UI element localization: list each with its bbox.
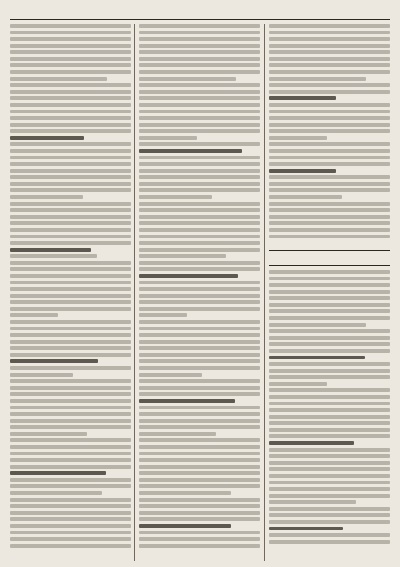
text-line [10, 320, 131, 324]
text-line [139, 241, 260, 245]
text-line [10, 221, 131, 225]
text-line [10, 359, 98, 363]
text-line [139, 215, 260, 219]
text-line [269, 142, 390, 146]
text-line [139, 392, 260, 396]
text-line [269, 362, 390, 366]
text-line [269, 527, 343, 531]
text-line [139, 517, 260, 521]
text-line [139, 70, 260, 74]
text-line [139, 471, 260, 475]
text-line [269, 481, 390, 485]
text-line [10, 70, 131, 74]
text-line [10, 498, 131, 502]
text-line [10, 340, 131, 344]
text-line [10, 327, 131, 331]
text-line [269, 323, 366, 327]
text-line [10, 478, 131, 482]
column-1 [10, 24, 131, 561]
text-line [10, 425, 131, 429]
text-line [269, 277, 390, 281]
column-3-layout-above [269, 24, 390, 238]
text-line [139, 281, 260, 285]
text-line [269, 70, 390, 74]
text-line [269, 169, 336, 173]
text-line [269, 461, 390, 465]
text-line [10, 215, 131, 219]
text-line [269, 540, 390, 544]
column-1-layout [10, 24, 131, 548]
text-line [139, 156, 260, 160]
text-line [139, 208, 260, 212]
text-line [269, 235, 390, 239]
text-line [269, 283, 390, 287]
text-line [10, 504, 131, 508]
text-line [269, 208, 390, 212]
column-divider [264, 24, 265, 561]
text-line [139, 313, 187, 317]
text-line [10, 254, 97, 258]
text-line [10, 267, 131, 271]
text-line [10, 202, 131, 206]
text-line [10, 537, 131, 541]
text-line [10, 31, 131, 35]
text-line [139, 63, 260, 67]
text-line [10, 300, 131, 304]
text-line [10, 241, 131, 245]
text-line [139, 340, 260, 344]
text-line [139, 57, 260, 61]
text-line [10, 471, 106, 475]
text-line [10, 156, 131, 160]
text-line [139, 412, 260, 416]
text-line [139, 202, 260, 206]
text-line [10, 63, 131, 67]
text-line [269, 500, 356, 504]
text-line [10, 307, 131, 311]
text-line [139, 452, 260, 456]
text-line [10, 406, 131, 410]
text-line [269, 156, 390, 160]
text-line [139, 77, 236, 81]
text-line [269, 533, 390, 537]
text-line [139, 386, 260, 390]
text-line [269, 175, 390, 179]
text-line [269, 96, 336, 100]
text-line [139, 169, 260, 173]
text-line [269, 123, 390, 127]
text-line [269, 103, 390, 107]
text-line [10, 175, 131, 179]
text-line [269, 342, 390, 346]
text-line [10, 129, 131, 133]
text-line [10, 274, 131, 278]
text-line [10, 123, 131, 127]
text-line [139, 175, 260, 179]
text-line [139, 162, 260, 166]
text-line [139, 149, 242, 153]
text-line [139, 50, 260, 54]
text-line [269, 182, 390, 186]
text-line [269, 336, 390, 340]
text-line [139, 478, 260, 482]
text-line [139, 353, 260, 357]
text-line [139, 458, 260, 462]
text-line [10, 162, 131, 166]
text-line [10, 386, 131, 390]
text-line [269, 50, 390, 54]
text-line [269, 309, 390, 313]
text-line [139, 188, 260, 192]
text-line [139, 24, 260, 28]
text-line [269, 316, 390, 320]
text-line [139, 307, 260, 311]
text-line [269, 388, 390, 392]
text-line [269, 228, 390, 232]
text-line [139, 366, 260, 370]
text-line [139, 373, 202, 377]
text-line [269, 270, 390, 274]
text-line [139, 379, 260, 383]
text-line [10, 50, 131, 54]
text-line [269, 421, 390, 425]
text-line [269, 448, 390, 452]
text-line [10, 77, 107, 81]
text-line [139, 537, 260, 541]
text-line [269, 149, 390, 153]
text-line [10, 452, 131, 456]
text-line [10, 208, 131, 212]
text-line [139, 195, 212, 199]
text-line [269, 77, 366, 81]
text-line [139, 235, 260, 239]
text-line [10, 458, 131, 462]
text-line [10, 90, 131, 94]
text-line [139, 294, 260, 298]
text-line [10, 491, 102, 495]
text-line [10, 432, 87, 436]
column-divider [134, 24, 135, 561]
text-line [269, 290, 390, 294]
text-line [10, 103, 131, 107]
text-line [10, 136, 84, 140]
text-line [139, 110, 260, 114]
text-line [139, 491, 231, 495]
text-line [269, 520, 390, 524]
text-line [139, 511, 260, 515]
text-line [269, 116, 390, 120]
text-line [139, 432, 216, 436]
text-line [10, 188, 131, 192]
text-line [10, 37, 131, 41]
text-line [10, 110, 131, 114]
text-line [10, 524, 131, 528]
header-rule [10, 19, 390, 20]
text-line [269, 467, 390, 471]
text-line [10, 83, 131, 87]
text-line [139, 129, 260, 133]
text-line [10, 235, 131, 239]
text-line [10, 353, 131, 357]
text-line [10, 531, 131, 535]
text-line [139, 524, 231, 528]
text-line [10, 261, 131, 265]
text-line [269, 356, 365, 360]
text-line [139, 399, 235, 403]
text-line [269, 507, 390, 511]
text-line [139, 267, 260, 271]
text-line [10, 484, 131, 488]
text-line [10, 248, 91, 252]
text-line [10, 228, 131, 232]
text-line [10, 544, 131, 548]
text-line [269, 474, 390, 478]
text-line [10, 511, 131, 515]
text-line [269, 24, 390, 28]
text-line [139, 254, 226, 258]
text-line [10, 412, 131, 416]
text-line [139, 465, 260, 469]
text-line [269, 402, 390, 406]
text-line [139, 228, 260, 232]
text-line [269, 329, 390, 333]
text-line [139, 90, 260, 94]
text-line [269, 434, 390, 438]
text-line [269, 37, 390, 41]
text-line [269, 408, 390, 412]
text-line [269, 428, 390, 432]
text-line [10, 169, 131, 173]
text-line [10, 44, 131, 48]
text-line [139, 136, 197, 140]
column-3-layout-below [269, 270, 390, 544]
text-line [10, 313, 58, 317]
text-line [269, 415, 390, 419]
text-line [139, 438, 260, 442]
text-line [10, 294, 131, 298]
text-line [139, 96, 260, 100]
text-line [139, 83, 260, 87]
text-line [269, 494, 390, 498]
text-line [139, 425, 260, 429]
text-line [269, 296, 390, 300]
text-line [269, 454, 390, 458]
text-line [139, 103, 260, 107]
text-line [139, 445, 260, 449]
text-line [269, 195, 342, 199]
text-line [269, 136, 327, 140]
text-line [269, 162, 390, 166]
text-line [10, 438, 131, 442]
text-line [139, 359, 260, 363]
text-line [10, 287, 131, 291]
text-line [269, 57, 390, 61]
text-line [139, 544, 260, 548]
text-line [269, 303, 390, 307]
text-line [10, 57, 131, 61]
text-line [269, 31, 390, 35]
text-line [269, 441, 354, 445]
text-line [10, 445, 131, 449]
text-line [139, 346, 260, 350]
text-line [10, 142, 131, 146]
text-line [269, 63, 390, 67]
text-line [139, 287, 260, 291]
section-heading-band [269, 250, 390, 544]
text-line [139, 123, 260, 127]
text-line [10, 195, 83, 199]
text-line [10, 333, 131, 337]
text-line [269, 202, 390, 206]
text-line [10, 96, 131, 100]
text-line [269, 513, 390, 517]
text-line [10, 182, 131, 186]
text-line [139, 484, 260, 488]
text-line [139, 333, 260, 337]
text-line [139, 248, 260, 252]
text-line [139, 44, 260, 48]
text-line [139, 261, 260, 265]
text-line [269, 188, 390, 192]
text-line [139, 531, 260, 535]
text-line [269, 382, 327, 386]
text-line [10, 379, 131, 383]
text-line [269, 215, 390, 219]
text-line [139, 116, 260, 120]
text-line [10, 419, 131, 423]
text-line [139, 37, 260, 41]
text-line [10, 149, 131, 153]
text-line [10, 24, 131, 28]
text-line [10, 116, 131, 120]
text-line [10, 465, 131, 469]
text-line [139, 300, 260, 304]
running-head [10, 5, 390, 17]
text-line [269, 369, 390, 373]
text-line [10, 517, 131, 521]
text-line [269, 221, 390, 225]
column-2 [139, 24, 260, 561]
text-line [10, 346, 131, 350]
text-line [10, 399, 131, 403]
text-line [10, 373, 73, 377]
text-line [269, 44, 390, 48]
text-line [139, 320, 260, 324]
text-line [269, 349, 390, 353]
text-line [10, 392, 131, 396]
text-line [139, 182, 260, 186]
text-line [139, 419, 260, 423]
text-line [269, 83, 390, 87]
column-2-layout [139, 24, 260, 548]
text-line [269, 129, 390, 133]
text-line [269, 90, 390, 94]
text-line [139, 327, 260, 331]
text-line [139, 498, 260, 502]
text-line [269, 375, 390, 379]
text-line [139, 504, 260, 508]
text-line [10, 281, 131, 285]
text-line [269, 110, 390, 114]
text-line [269, 487, 390, 491]
text-line [139, 142, 260, 146]
text-line [10, 366, 131, 370]
section-heading [269, 251, 390, 265]
text-line [139, 221, 260, 225]
text-line [139, 406, 260, 410]
text-line [139, 31, 260, 35]
text-line [269, 395, 390, 399]
text-line [139, 274, 238, 278]
section-rule-bottom [269, 265, 390, 266]
